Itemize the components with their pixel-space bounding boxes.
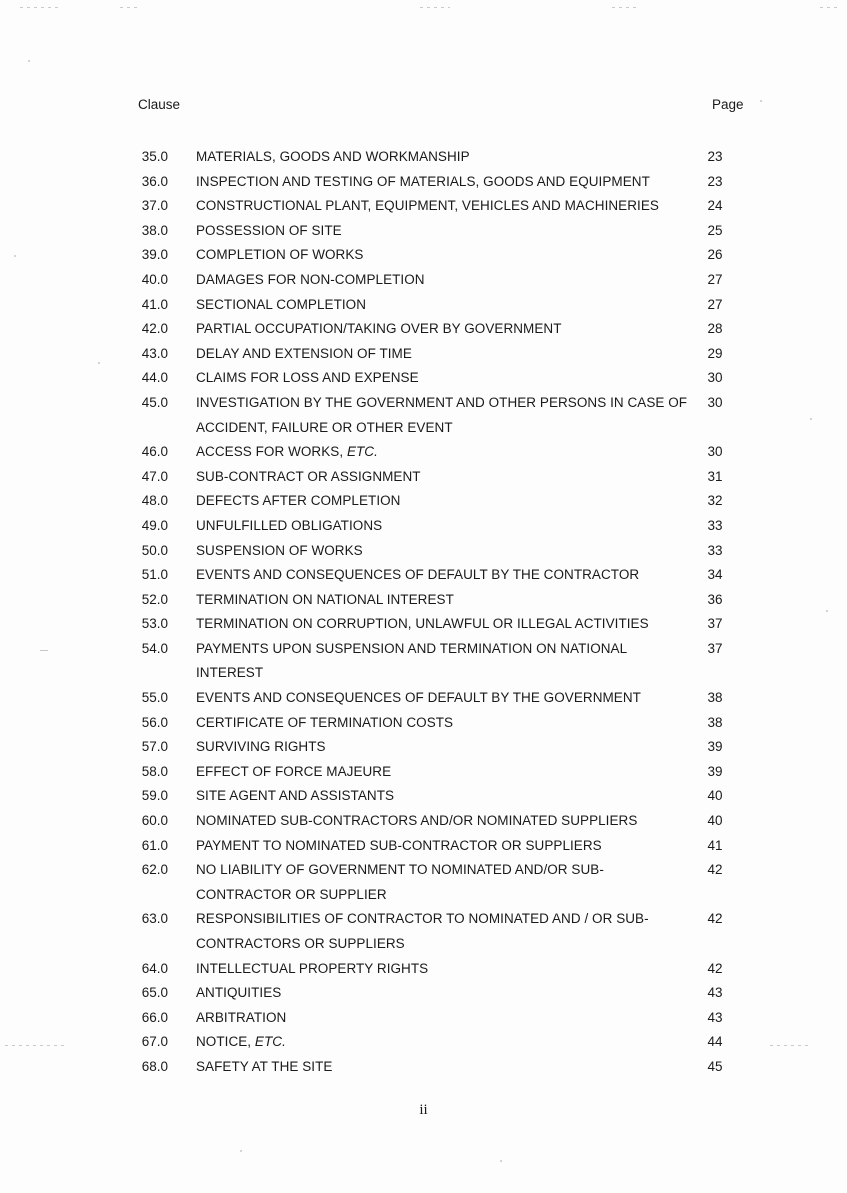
scan-edge-line [612,7,636,8]
toc-entry [0,760,847,785]
clause-number: 39.0 [141,247,168,263]
clause-number: 60.0 [141,813,168,829]
toc-entry [0,563,847,588]
clause-title-text: DELAY AND EXTENSION OF TIME [196,345,412,361]
clause-number: 41.0 [141,296,168,312]
clause-number: 45.0 [141,394,168,410]
clause-number: 49.0 [141,517,168,533]
clause-title [196,539,688,564]
clause-title-text: SUSPENSION OF WORKS [196,542,363,558]
clause-title-text: ACCESS FOR WORKS, [196,444,344,460]
clause-page-number: 25 [707,222,723,238]
scan-edge-line [420,7,450,8]
clause-number: 61.0 [141,837,168,853]
toc-entry [0,514,847,539]
toc-entry [0,907,847,956]
clause-page-number: 31 [707,468,723,484]
clause-number: 67.0 [141,1034,168,1050]
clause-page-number: 43 [707,1009,723,1025]
toc-entry [0,243,847,268]
clause-title [196,686,688,711]
clause-title-text: UNFULFILLED OBLIGATIONS [196,517,383,533]
clause-page-number: 38 [707,690,723,706]
toc-entry [0,981,847,1006]
scan-edge-line [120,7,140,8]
clause-number: 68.0 [141,1058,168,1074]
clause-number: 35.0 [141,149,168,164]
clause-page-number: 30 [707,394,723,410]
clause-column-header: Clause [138,97,181,112]
clause-title-text: NOTICE, [196,1034,252,1050]
clause-title-text: ARBITRATION [196,1009,287,1025]
clause-title-text: SUB-CONTRACT OR ASSIGNMENT [196,468,421,484]
clause-number: 38.0 [141,222,168,238]
toc-entry [0,1055,847,1080]
toc-entry [0,686,847,711]
clause-title-text: EFFECT OF FORCE MAJEURE [196,763,392,779]
clause-number: 51.0 [141,567,168,583]
clause-page-number: 40 [707,788,723,804]
clause-page-number: 43 [707,985,723,1001]
clause-title [196,194,688,219]
clause-page-number: 37 [707,640,723,656]
clause-title [196,612,688,637]
clause-number: 58.0 [141,763,168,779]
clause-page-number: 41 [707,837,723,853]
clause-page-number: 45 [707,1058,723,1074]
clause-title-text: DAMAGES FOR NON-COMPLETION [196,271,425,287]
toc-entry [0,194,847,219]
toc-entry [0,145,847,170]
clause-number: 64.0 [141,960,168,976]
toc-entry [0,465,847,490]
clause-title [196,489,688,514]
toc-entry [0,342,847,367]
clause-title-text: INVESTIGATION BY THE GOVERNMENT AND OTHER PERSONS IN CASE OF ACCIDENT, FAILURE OR OTHER EVENT [196,394,688,435]
clause-number: 46.0 [141,444,168,460]
clause-title-text: CLAIMS FOR LOSS AND EXPENSE [196,370,419,386]
clause-number: 47.0 [141,468,168,484]
clause-page-number: 27 [707,296,723,312]
clause-title-text: SITE AGENT AND ASSISTANTS [196,788,395,804]
clause-page-number: 32 [707,493,723,509]
clause-title-italic: ETC. [346,444,378,460]
scan-speck [28,60,30,62]
scan-speck [240,1150,242,1152]
clause-title [196,514,688,539]
clause-title [196,588,688,613]
clause-page-number: 30 [707,444,723,460]
clause-number: 50.0 [141,542,168,558]
clause-title-text: TERMINATION ON NATIONAL INTEREST [196,591,454,607]
toc-entry [0,735,847,760]
clause-title [196,268,688,293]
clause-title [196,637,688,686]
clause-page-number: 34 [707,567,723,583]
clause-number: 59.0 [141,788,168,804]
clause-title-text: POSSESSION OF SITE [196,222,342,238]
toc-entry [0,539,847,564]
clause-page-number: 44 [707,1034,723,1050]
clause-title [196,957,688,982]
toc-entry [0,1006,847,1031]
clause-page-number: 29 [707,345,723,361]
clause-title-text: EVENTS AND CONSEQUENCES OF DEFAULT BY THE GOVERNMENT [196,690,641,706]
clause-title [196,243,688,268]
clause-title-text: COMPLETION OF WORKS [196,247,364,263]
clause-title-text: SECTIONAL COMPLETION [196,296,367,312]
clause-number: 56.0 [141,714,168,730]
toc-header [0,97,847,117]
clause-title [196,711,688,736]
clause-title [196,1055,688,1080]
clause-title [196,317,688,342]
clause-title [196,809,688,834]
clause-number: 55.0 [141,690,168,706]
clause-title [196,342,688,367]
clause-page-number: 38 [707,714,723,730]
clause-title [196,735,688,760]
clause-page-number: 30 [707,370,723,386]
clause-title [196,145,688,170]
toc-entry [0,170,847,195]
toc-entry [0,317,847,342]
scan-speck [500,1160,502,1162]
clause-title-text: CERTIFICATE OF TERMINATION COSTS [196,714,454,730]
clause-title-text: INTELLECTUAL PROPERTY RIGHTS [196,960,429,976]
clause-page-number: 42 [707,862,723,878]
clause-number: 62.0 [141,862,168,878]
toc-entry [0,784,847,809]
clause-title-text: SURVIVING RIGHTS [196,739,326,755]
clause-number: 42.0 [141,321,168,337]
clause-page-number: 24 [707,198,723,214]
clause-title [196,391,688,440]
clause-title [196,366,688,391]
toc-entry [0,858,847,907]
clause-page-number: 28 [707,321,723,337]
table-of-contents [0,145,847,1080]
clause-title-text: DEFECTS AFTER COMPLETION [196,493,401,509]
clause-title [196,858,688,907]
toc-entry [0,834,847,859]
clause-number: 44.0 [141,370,168,386]
clause-page-number: 42 [707,960,723,976]
clause-title-text: INSPECTION AND TESTING OF MATERIALS, GOODS AND EQUIPMENT [196,173,650,189]
clause-title [196,907,688,956]
clause-number: 48.0 [141,493,168,509]
clause-title [196,834,688,859]
clause-title [196,440,688,465]
clause-title-text: NO LIABILITY OF GOVERNMENT TO NOMINATED AND/OR SUB-CONTRACTOR OR SUPPLIER [196,862,604,902]
clause-number: 57.0 [141,739,168,755]
clause-page-number: 26 [707,247,723,263]
clause-title [196,170,688,195]
toc-entry [0,711,847,736]
toc-entry [0,1030,847,1055]
clause-title [196,1006,688,1031]
clause-title [196,465,688,490]
clause-number: 52.0 [141,591,168,607]
clause-title-text: PARTIAL OCCUPATION/TAKING OVER BY GOVERNMENT [196,321,562,337]
clause-title [196,219,688,244]
toc-entry [0,637,847,686]
clause-title-text: EVENTS AND CONSEQUENCES OF DEFAULT BY THE CONTRACTOR [196,567,640,583]
clause-title-text: SAFETY AT THE SITE [196,1058,333,1074]
toc-entry [0,268,847,293]
toc-entry [0,440,847,465]
toc-entry [0,809,847,834]
page-column-header: Page [712,97,744,112]
clause-title [196,563,688,588]
clause-number: 36.0 [141,173,168,189]
clause-title-text: TERMINATION ON CORRUPTION, UNLAWFUL OR ILLEGAL ACTIVITIES [196,616,649,632]
toc-entry [0,219,847,244]
clause-page-number: 33 [707,542,723,558]
clause-page-number: 33 [707,517,723,533]
clause-page-number: 39 [707,739,723,755]
clause-title-text: PAYMENT TO NOMINATED SUB-CONTRACTOR OR SUPPLIERS [196,837,602,853]
clause-number: 66.0 [141,1009,168,1025]
clause-number: 63.0 [141,911,168,927]
clause-number: 65.0 [141,985,168,1001]
clause-title-text: MATERIALS, GOODS AND WORKMANSHIP [196,149,470,164]
clause-title-text: PAYMENTS UPON SUSPENSION AND TERMINATION ON NATIONAL INTEREST [196,640,627,681]
clause-page-number: 42 [707,911,723,927]
scan-edge-line [20,7,60,8]
scan-edge-line [820,7,840,8]
clause-title [196,760,688,785]
toc-entry [0,391,847,440]
clause-title-text: CONSTRUCTIONAL PLANT, EQUIPMENT, VEHICLES AND MACHINERIES [196,198,659,214]
clause-page-number: 39 [707,763,723,779]
clause-number: 43.0 [141,345,168,361]
clause-title-italic: ETC. [254,1034,286,1050]
clause-title-text: RESPONSIBILITIES OF CONTRACTOR TO NOMINATED AND / OR SUB-CONTRACTORS OR SUPPLIERS [196,911,649,951]
clause-title [196,981,688,1006]
clause-page-number: 23 [707,149,723,164]
clause-number: 53.0 [141,616,168,632]
clause-number: 40.0 [141,271,168,287]
toc-entry [0,957,847,982]
clause-title [196,293,688,318]
clause-page-number: 23 [707,173,723,189]
clause-page-number: 36 [707,591,723,607]
clause-title [196,784,688,809]
clause-page-number: 40 [707,813,723,829]
clause-number: 37.0 [141,198,168,214]
toc-entry [0,588,847,613]
clause-page-number: 27 [707,271,723,287]
clause-page-number: 37 [707,616,723,632]
toc-entry [0,293,847,318]
clause-title [196,1030,688,1055]
clause-number: 54.0 [141,640,168,656]
toc-entry [0,489,847,514]
clause-title-text: ANTIQUITIES [196,985,282,1001]
page-number: ii [419,1102,428,1118]
clause-title-text: NOMINATED SUB-CONTRACTORS AND/OR NOMINATED SUPPLIERS [196,813,638,829]
toc-entry [0,612,847,637]
toc-entry [0,366,847,391]
